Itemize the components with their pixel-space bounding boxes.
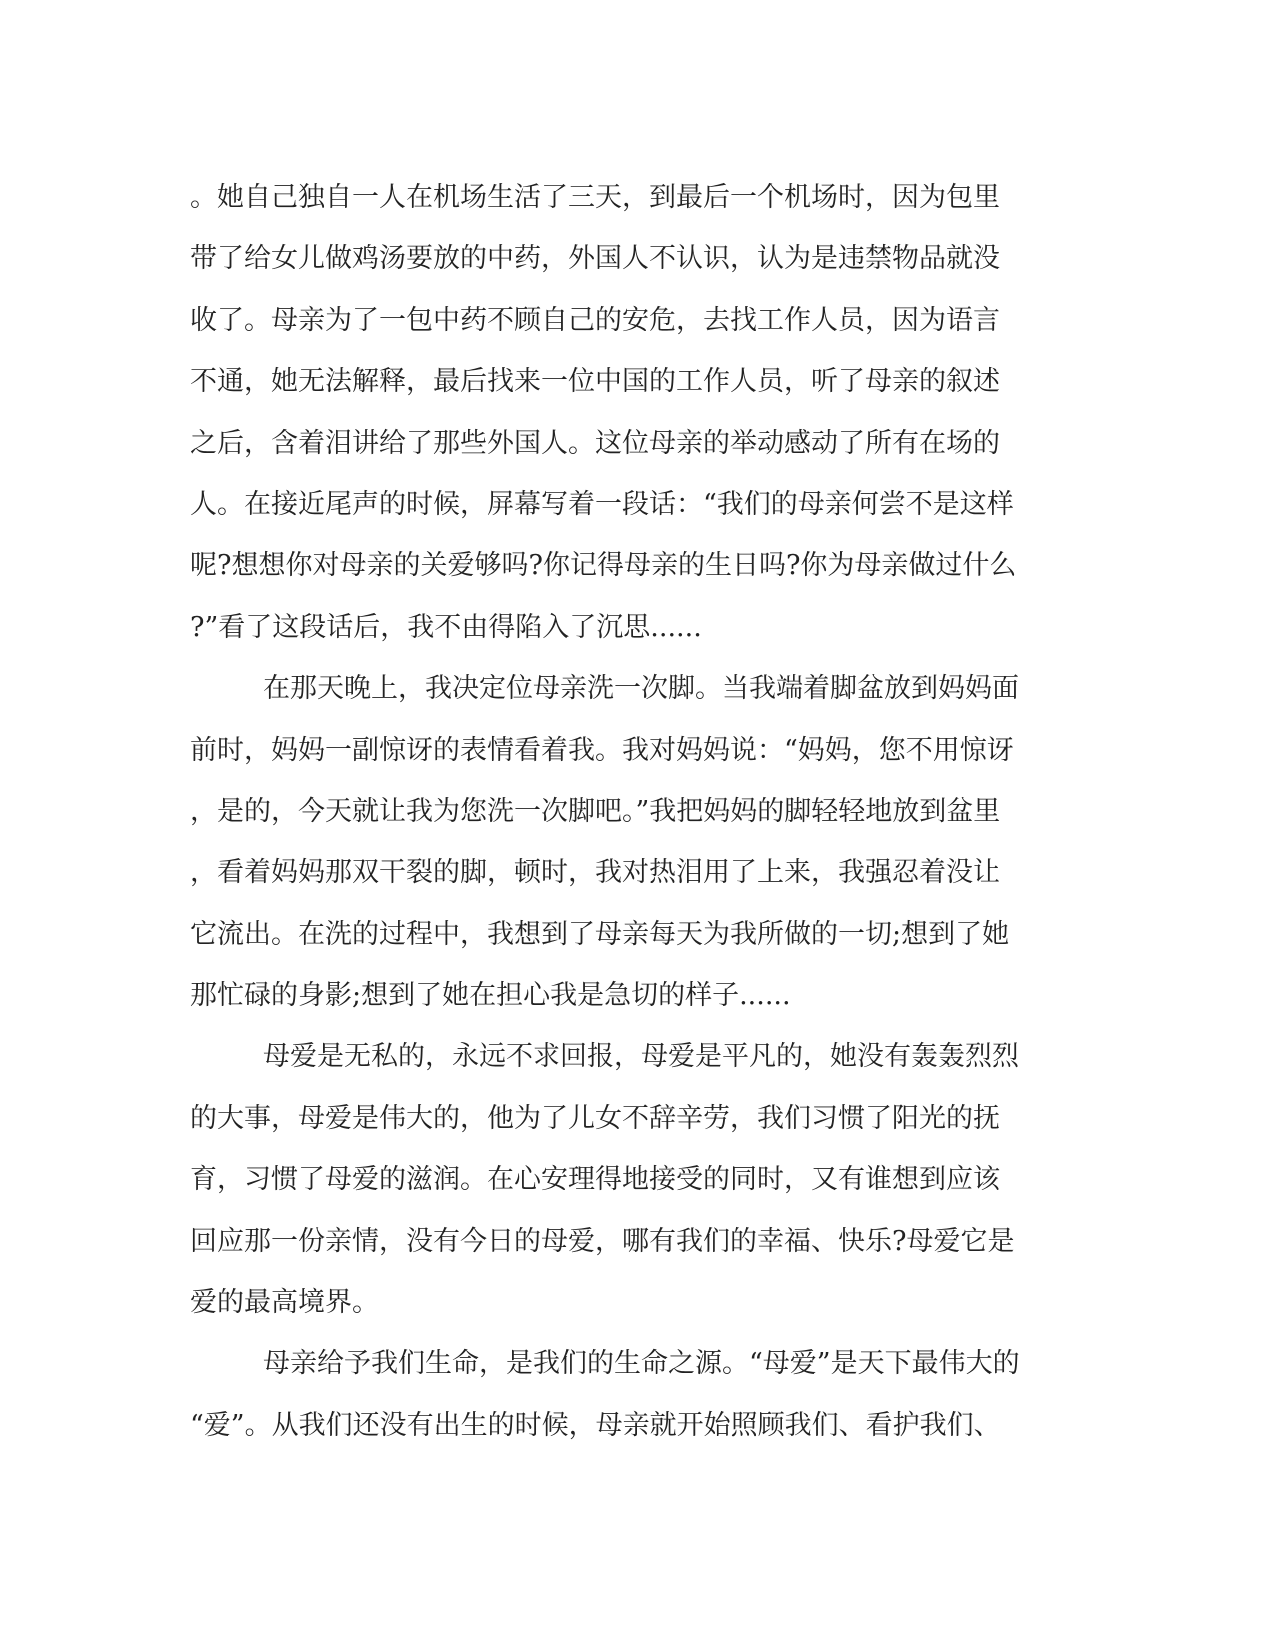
text-line: 收了。母亲为了一包中药不顾自己的安危，去找工作人员，因为语言 bbox=[190, 304, 1000, 336]
text-line: 之后，含着泪讲给了那些外国人。这位母亲的举动感动了所有在场的 bbox=[190, 427, 1000, 459]
text-line: ，看着妈妈那双干裂的脚，顿时，我对热泪用了上来，我强忍着没让 bbox=[190, 857, 1000, 889]
paragraph-1 bbox=[190, 167, 1080, 658]
text-line: 呢?想想你对母亲的关爱够吗?你记得母亲的生日吗?你为母亲做过什么 bbox=[190, 550, 1017, 582]
text-line: 在那天晚上，我决定位母亲洗一次脚。当我端着脚盆放到妈妈面 bbox=[263, 673, 1019, 705]
paragraph-2 bbox=[190, 658, 1080, 1026]
text-line: ?”看了这段话后，我不由得陷入了沉思...... bbox=[190, 611, 702, 643]
text-line: 育，习惯了母爱的滋润。在心安理得地接受的同时，又有谁想到应该 bbox=[190, 1164, 1000, 1196]
text-line: 那忙碌的身影;想到了她在担心我是急切的样子...... bbox=[190, 980, 791, 1012]
text-line: 。她自己独自一人在机场生活了三天，到最后一个机场时，因为包里 bbox=[190, 182, 1000, 213]
text-line: 人。在接近尾声的时候，屏幕写着一段话：“我们的母亲何尝不是这样 bbox=[190, 488, 1014, 520]
text-line: 前时，妈妈一副惊讶的表情看着我。我对妈妈说：“妈妈，您不用惊讶 bbox=[190, 734, 1014, 766]
text-line: 不通，她无法解释，最后找来一位中国的工作人员，听了母亲的叙述 bbox=[190, 366, 1000, 398]
text-line: “爱”。从我们还没有出生的时候，母亲就开始照顾我们、看护我们、 bbox=[190, 1409, 1001, 1441]
text-line: ，是的，今天就让我为您洗一次脚吧。”我把妈妈的脚轻轻地放到盆里 bbox=[190, 795, 1001, 827]
text-line: 爱的最高境界。 bbox=[190, 1287, 379, 1319]
paragraph-3 bbox=[190, 1026, 1080, 1333]
text-line: 母亲给予我们生命，是我们的生命之源。“母爱”是天下最伟大的 bbox=[263, 1348, 1020, 1380]
text-line: 回应那一份亲情，没有今日的母爱，哪有我们的幸福、快乐?母爱它是 bbox=[190, 1225, 1015, 1257]
text-line: 母爱是无私的，永远不求回报，母爱是平凡的，她没有轰轰烈烈 bbox=[263, 1041, 1019, 1073]
text-line: 它流出。在洗的过程中，我想到了母亲每天为我所做的一切;想到了她 bbox=[190, 918, 1010, 950]
text-line: 的大事，母爱是伟大的，他为了儿女不辞辛劳，我们习惯了阳光的抚 bbox=[190, 1102, 1000, 1134]
text-line: 带了给女儿做鸡汤要放的中药，外国人不认识，认为是违禁物品就没 bbox=[190, 243, 1000, 275]
document-body bbox=[190, 167, 1080, 1456]
paragraph-4 bbox=[190, 1333, 1080, 1456]
